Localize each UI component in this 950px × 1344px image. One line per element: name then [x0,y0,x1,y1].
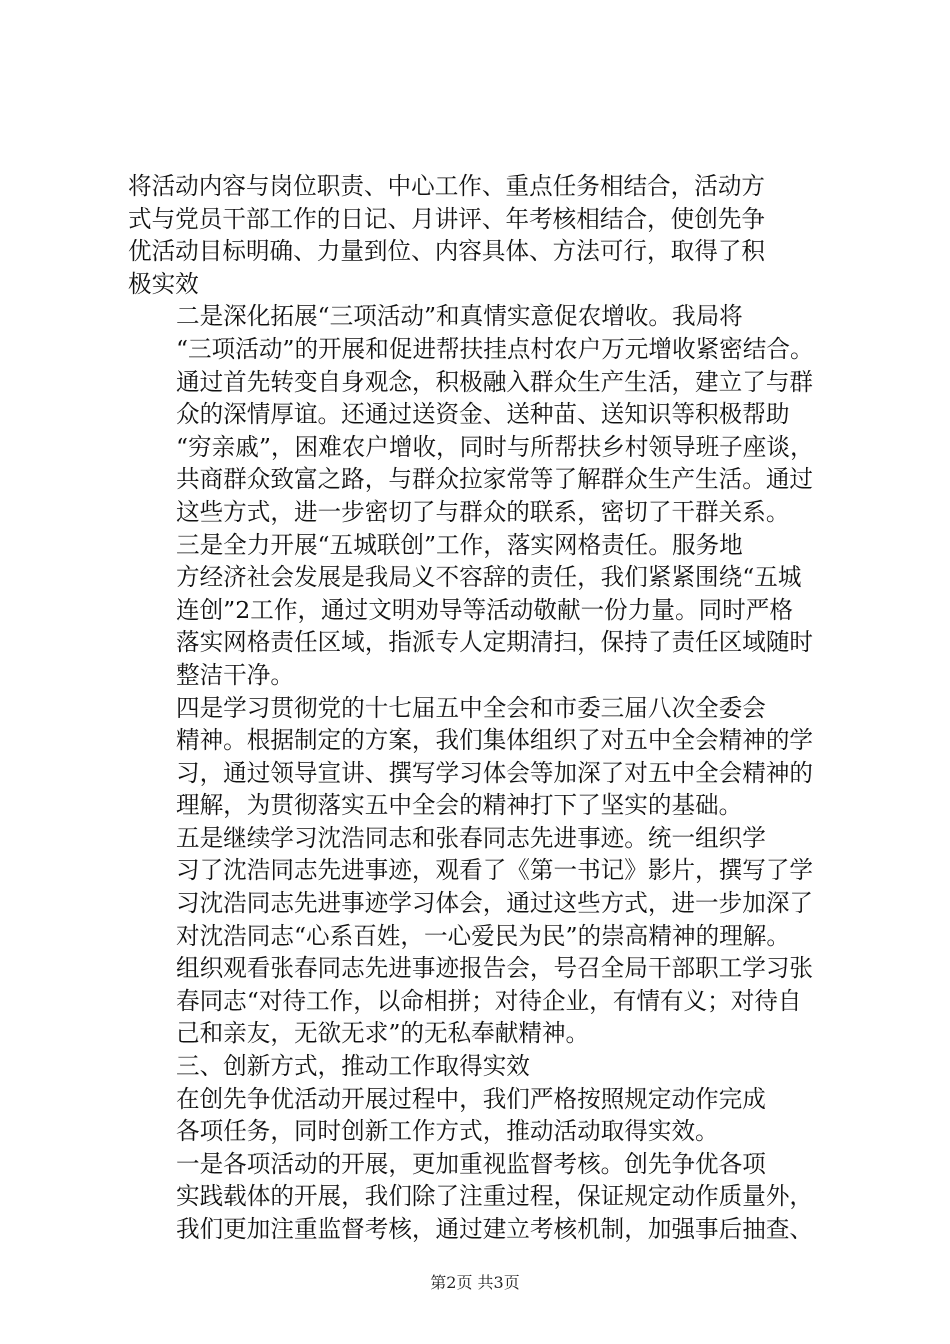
text-line: 三、创新方式，推动工作取得实效 [176,1052,530,1081]
text-line: 各项任务，同时创新工作方式，推动活动取得实效。 [176,1117,719,1146]
text-line: 在创先争优活动开展过程中，我们严格按照规定动作完成 [176,1084,766,1113]
text-line: 连创”2工作，通过文明劝导等活动敬献一份力量。同时严格 [176,595,793,624]
text-line: 式与党员干部工作的日记、月讲评、年考核相结合，使创先争 [128,204,766,233]
paragraph-p8 [128,1148,828,1246]
document-body [128,170,828,1246]
text-line: 众的深情厚谊。还通过送资金、送种苗、送知识等积极帮助 [176,400,790,429]
text-line: 一是各项活动的开展，更加重视监督考核。创先争优各项 [176,1149,766,1178]
text-line: 二是深化拓展“三项活动”和真情实意促农增收。我局将 [176,302,743,331]
text-line: 精神。根据制定的方案，我们集体组织了对五中全会精神的学 [176,726,814,755]
text-line: 将活动内容与岗位职责、中心工作、重点任务相结合，活动方 [128,172,766,200]
text-line: 整洁干净。 [176,660,294,689]
text-line: 我们更加注重监督考核，通过建立考核机制，加强事后抽查、 [176,1215,814,1243]
text-line: 实践载体的开展，我们除了注重过程，保证规定动作质量外， [176,1182,814,1211]
text-line: 通过首先转变自身观念，积极融入群众生产生活，建立了与群 [176,367,814,396]
text-line: 这些方式，进一步密切了与群众的联系，密切了干群关系。 [176,497,790,526]
text-line: 共商群众致富之路，与群众拉家常等了解群众生产生活。通过 [176,465,814,494]
page-footer [0,1273,950,1293]
text-line: 理解，为贯彻落实五中全会的精神打下了坚实的基础。 [176,791,743,820]
text-line: 组织观看张春同志先进事迹报告会，号召全局干部职工学习张 [176,954,814,983]
text-line: 优活动目标明确、力量到位、内容具体、方法可行，取得了积 [128,237,766,266]
text-line: 三是全力开展“五城联创”工作，落实网格责任。服务地 [176,530,743,559]
text-line: “三项活动”的开展和促进帮扶挂点村农户万元增收紧密结合。 [176,334,814,363]
text-line: 五是继续学习沈浩同志和张春同志先进事迹。统一组织学 [176,823,766,852]
text-line: 方经济社会发展是我局义不容辞的责任，我们紧紧围绕“五城 [176,563,802,592]
text-line: 极实效 [128,269,199,298]
text-line: “穷亲戚”，困难农户增收，同时与所帮扶乡村领导班子座谈， [176,432,814,461]
text-line: 落实网格责任区域，指派专人定期清扫，保持了责任区域随时 [176,628,814,657]
text-line: 习，通过领导宣讲、撰写学习体会等加深了对五中全会精神的 [176,758,814,787]
text-line: 对沈浩同志“心系百姓，一心爱民为民”的崇高精神的理解。 [176,921,790,950]
paragraph-p5 [128,822,828,1050]
paragraph-p7 [128,1083,828,1148]
text-line: 习沈浩同志先进事迹学习体会，通过这些方式，进一步加深了 [176,889,814,918]
paragraph-p1 [128,170,828,300]
paragraph-p6 [128,1050,828,1083]
text-line: 己和亲友，无欲无求”的无私奉献精神。 [176,1019,590,1048]
paragraph-p3 [128,529,828,692]
paragraph-p4 [128,692,828,822]
text-line: 习了沈浩同志先进事迹，观看了《第一书记》影片，撰写了学 [176,856,814,885]
text-line: 春同志“对待工作，以命相拼；对待企业，有情有义；对待自 [176,986,802,1015]
text-line: 四是学习贯彻党的十七届五中全会和市委三届八次全委会 [176,693,766,722]
paragraph-p2 [128,300,828,528]
page-number-label: 第2页 共3页 [430,1273,520,1292]
